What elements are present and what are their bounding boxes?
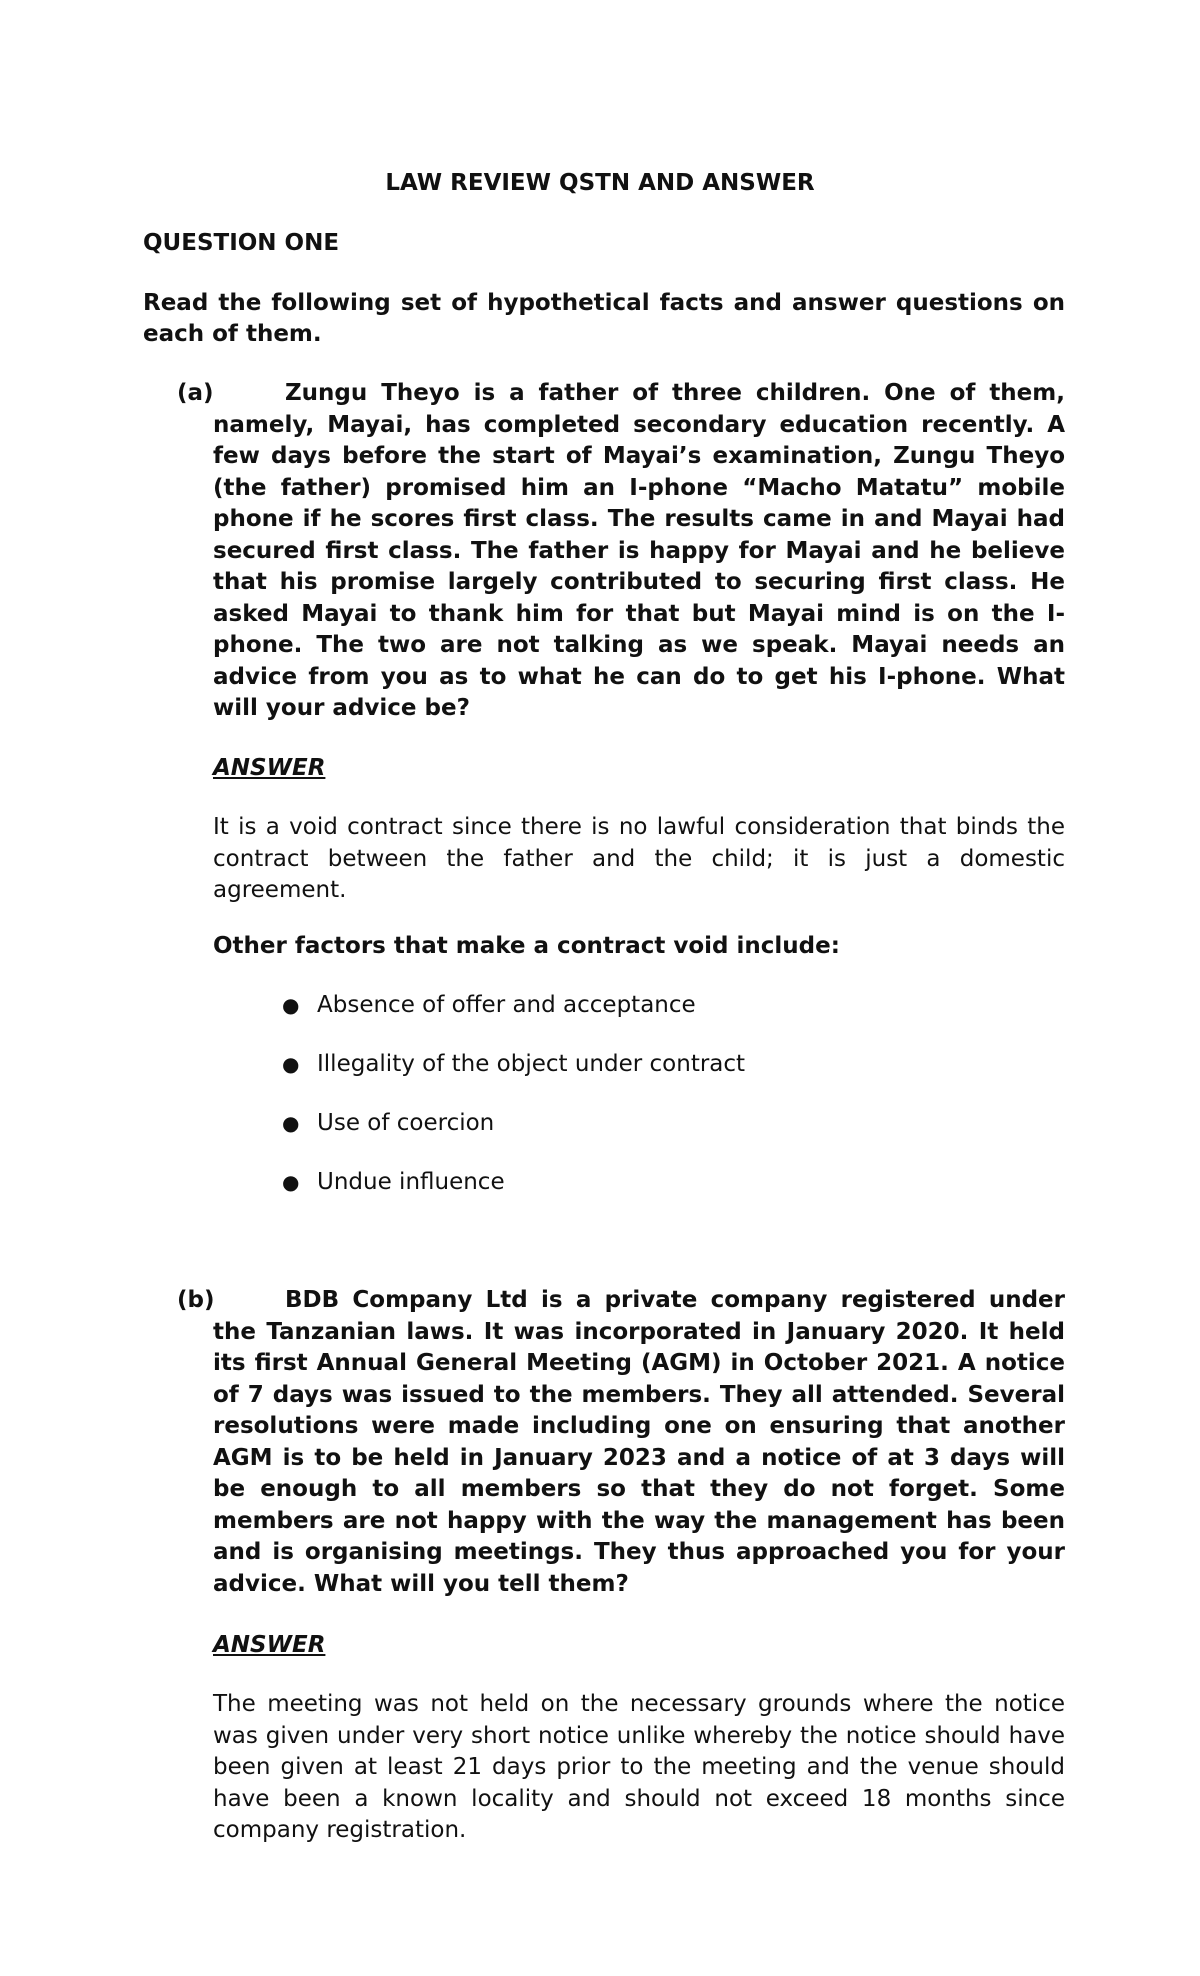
list-item bbox=[213, 1108, 745, 1167]
document-title: LAW REVIEW QSTN AND ANSWER bbox=[385, 170, 815, 196]
part-a-answer: It is a void contract since there is no lawful consideration that binds the contract between the father and the child; it is just a domestic agreement. bbox=[213, 814, 1065, 903]
void-factors-heading: Other factors that make a contract void include: bbox=[213, 933, 840, 959]
part-a-label: (a) bbox=[177, 380, 214, 406]
list-item bbox=[213, 1049, 745, 1108]
list-item-text: Illegality of the object under contract bbox=[317, 1051, 746, 1077]
bullet-icon: ● bbox=[282, 1170, 300, 1194]
part-b-answer: The meeting was not held on the necessary grounds where the notice was given under very short notice unlike whereby the notice should have been given at least 21 days prior to the meeting and the venue should have been a known locality and should not exceed 18 months since company registration. bbox=[213, 1691, 1065, 1843]
part-b-question: BDB Company Ltd is a private company registered under the Tanzanian laws. It was incorporated in January 2020. It held its first Annual General Meeting (AGM) in October 2021. A notice of 7 days was issued to the members. They all attended. Several resolutions were made including one on ensuring that another AGM is to be held in January 2023 and a notice of at 3 days will be enough to all members so that they do not forget. Some members are not happy with the way the management has been and is organising meetings. They thus approached you for your advice. What will you tell them? bbox=[213, 1287, 1065, 1597]
intro-paragraph: Read the following set of hypothetical facts and answer questions on each of them. bbox=[143, 290, 1065, 347]
list-item-text: Undue influence bbox=[317, 1169, 505, 1195]
part-a-question: Zungu Theyo is a father of three children. One of them, namely, Mayai, has completed secondary education recently. A few days before the start of Mayai’s examination, Zungu Theyo (the father) promised him an I-phone “Macho Matatu” mobile phone if he scores first class. The results came in and Mayai had secured first class. The father is happy for Mayai and he believe that his promise largely contributed to securing first class. He asked Mayai to thank him for that but Mayai mind is on the I-phone. The two are not talking as we speak. Mayai needs an advice from you as to what he can do to get his I-phone. What will your advice be? bbox=[213, 380, 1065, 721]
list-item bbox=[213, 1167, 745, 1226]
part-b-answer-label: ANSWER bbox=[213, 1632, 326, 1658]
void-factors-list bbox=[213, 990, 745, 1226]
list-item bbox=[213, 990, 745, 1049]
bullet-icon: ● bbox=[282, 993, 300, 1017]
question-heading: QUESTION ONE bbox=[143, 230, 340, 256]
list-item-text: Absence of offer and acceptance bbox=[317, 992, 696, 1018]
part-a-answer-label: ANSWER bbox=[213, 755, 326, 781]
bullet-icon: ● bbox=[282, 1052, 300, 1076]
part-b-label: (b) bbox=[177, 1287, 215, 1313]
list-item-text: Use of coercion bbox=[317, 1110, 495, 1136]
bullet-icon: ● bbox=[282, 1111, 300, 1135]
